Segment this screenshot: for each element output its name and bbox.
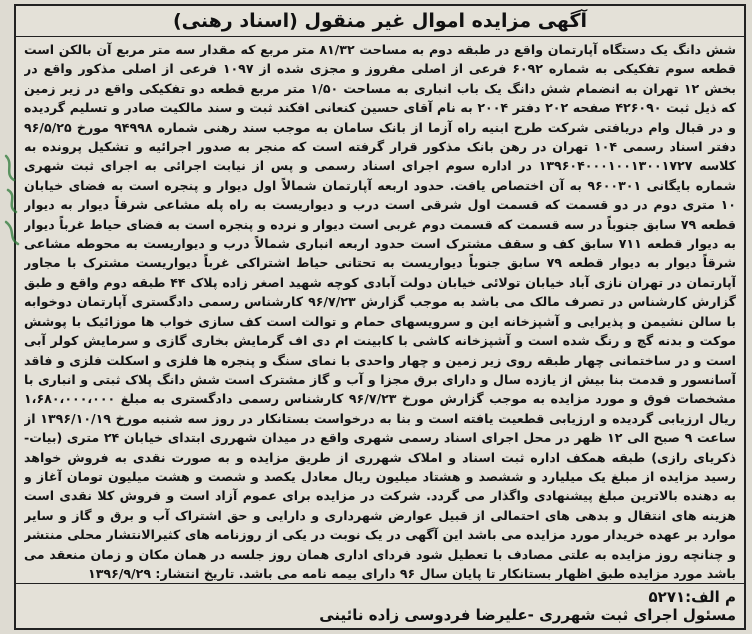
signature-line: مسئول اجرای ثبت شهرری -علیرضا فردوسی زاده نائینی [319,606,736,624]
notice-title: آگهی مزایده اموال غیر منقول (اسناد رهنی) [16,6,744,37]
notice-footer [16,583,744,628]
reference-number: م الف:۵۲۷۱ [648,588,736,606]
notice-frame [14,4,746,630]
handwritten-mark-icon [0,150,26,250]
notice-body: شش دانگ یک دستگاه آپارتمان واقع در طبقه دوم به مساحت ۸۱/۳۲ متر مربع که مقدار سه متر مربع آن بالکن است قطعه سوم تفکیکی به شماره ۶۰۹۲ فرعی از اصلی مفروز و مجزی شده از ۱۰۹۷ فرعی از اصلی مذکور واقع در بخش ۱۲ تهران به انضمام شش دانگ یک باب انباری به مساحت ۱/۵۰ متر مربع قطعه دو تفکیکی واقع در زیر زمین که ذیل ثبت ۴۲۶۰۹۰ صفحه ۲۰۲ دفتر ۲۰۰۴ به نام آقای حسین کنعانی افکند ثبت و سند مالکیت صادر و تسلیم گردیده و در قبال وام دریافتی شرکت طرح ابنیه راه آزما از بانک سامان به موجب سند رهنی شماره ۹۴۹۹۸ مورخ ۹۶/۵/۲۵ دفتر اسناد رسمی ۱۰۴ تهران در رهن بانک مذکور قرار گرفته است که منجر به صدور اجرائیه و تشکیل پرونده به کلاسه ۱۳۹۶۰۴۰۰۰۱۰۰۱۳۰۰۱۷۲۷ در اداره سوم اجرای اسناد رسمی و پس از نیابت اجرائی به اجرای ثبت شهری شماره بایگانی ۹۶۰۰۳۰۱ به آن اختصاص یافت. حدود اربعه آپارتمان شمالاً اول دیوار و پنجره است به فضای خیابان ۱۰ متری دوم در دو قسمت که قسمت اول شرقی است درب و دیواریست به راه پله مشاعی شرقاً دیوار به دیوار قطعه ۷۹ سابق جنوباً در سه قسمت که قسمت دوم غربی است دیوار و نرده و پنجره است به فضای حیاط غرباً دیوار به دیوار قطعه ۷۱۱ سابق کف و سقف مشترک است حدود اربعه انباری شمالاً درب و دیواریست به محوطه مشاعی شرقاً دیوار به دیوار قطعه ۷۹ سابق جنوباً دیواریست به تحتانی حیاط اشتراکی غرباً دیواریست مشترک با مجاور آپارتمان در تهران نازی آباد خیابان تولائی خیابان دولت آبادی کوچه شهید اصغر زاده پلاک ۴۴ طبقه دوم واقع و طبق گزارش کارشناس در تصرف مالک می باشد به موجب گزارش ۹۶/۷/۲۳ کارشناس رسمی دادگستری آپارتمان دوخوابه با سالن نشیمن و پذیرایی و آشپزخانه این و سرویسهای حمام و توالت است کف سازی خواب ها موزائیک با پوشش موکت و بدنه گچ و رنگ شده است و آشپزخانه کاشی با کابینت ام دی اف گرمایش بخاری گازی و سرمایش کولر آبی است و در ساختمانی چهار طبقه روی زیر زمین و چهار واحدی با نمای سنگ و پنجره ها فلزی و اسکلت فلزی و فاقد آسانسور و قدمت بنا بیش از یازده سال و دارای برق مجزا و آب و گاز مشترک است شش دانگ پلاک ثبتی و انباری با مشخصات فوق و مورد مزایده به موجب گزارش مورخ ۹۶/۷/۲۳ کارشناس رسمی دادگستری به مبلغ ۱،۶۸۰،۰۰۰،۰۰۰ ریال ارزیابی گردیده و ارزیابی قطعیت یافته است و بنا به درخواست بستانکار در روز سه شنبه مورخ ۱۳۹۶/۱۰/۱۹ از ساعت ۹ صبح الی ۱۲ ظهر در محل اجرای اسناد رسمی شهری واقع در میدان شهرری ابتدای خیابان ۲۴ متری (بیات- ذکریای رازی) طبقه همکف اداره ثبت اسناد و املاک شهرری از طریق مزایده و به صورت نقدی به فروش خواهد رسید مزایده از مبلغ یک میلیارد و ششصد و هشتاد میلیون ریال معادل یکصد و شصت و هشت میلیون تومان آغاز و به دهنده بالاترین مبلغ پیشنهادی واگذار می گردد. شرکت در مزایده برای عموم آزاد است و فروش کلا نقدی است هزینه های انتقال و بدهی های احتمالی از قبیل عوارض شهرداری و دارایی و حق اشتراک آب و برق و گاز و سایر موارد بر عهده خریدار مورد مزایده می باشد این آگهی در یک نوبت در یکی از روزنامه های کثیرالانتشار محلی منتشر و چنانچه روز مزایده به علتی مصادف با تعطیل شود فردای اداری همان روز جلسه در همان مکان و زمان منعقد می باشد مورد مزایده طبق اظهار بستانکار تا پایان سال ۹۶ دارای بیمه نامه می باشد. تاریخ انتشار: ۱۳۹۶/۹/۲۹ [24,42,736,581]
